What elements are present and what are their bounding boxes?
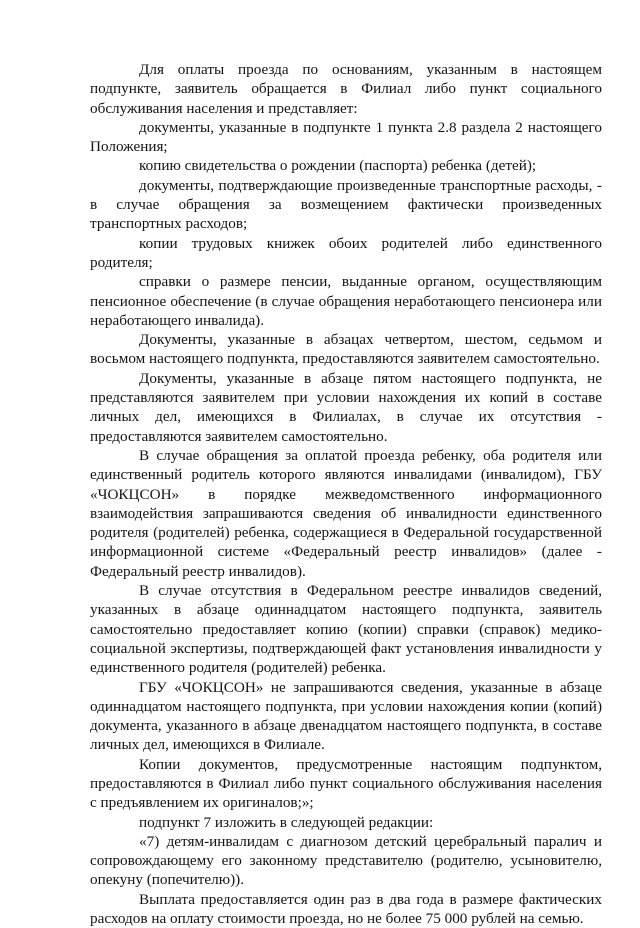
paragraph-15: Выплата предоставляется один раз в два года в размере фактических расходов на оплату стоимости проезда, но не более 75 000 рублей на семью. [90,890,602,928]
paragraph-2: документы, указанные в подпункте 1 пункта 2.8 раздела 2 настоящего Положения; [90,118,602,156]
paragraph-6: справки о размере пенсии, выданные органом, осуществляющим пенсионное обеспечение (в случае обращения неработающего пенсионера или неработающего инвалида). [90,273,602,329]
paragraph-11: ГБУ «ЧОКЦСОН» не запрашиваются сведения, указанные в абзаце одиннадцатом настоящего подпункта, при условии нахождения копии (копий) документа, указанного в абзаце двенадцатом настоящего подпункта, в составе личных дел, имеющихся в Филиале. [90,678,602,754]
paragraph-4: документы, подтверждающие произведенные транспортные расходы, - в случае обращения за возмещением фактически произведенных транспортных расходов; [90,176,602,233]
paragraph-3: копию свидетельства о рождении (паспорта) ребенка (детей); [139,157,537,175]
paragraph-1: Для оплаты проезда по основаниям, указанным в настоящем подпункте, заявитель обращается в Филиал либо пункт социального обслуживания населения и представляет: [90,61,602,117]
paragraph-12: Копии документов, предусмотренные настоящим подпунктом, предоставляются в Филиал либо пункт социального обслуживания населения с предъявлением их оригиналов;»; [90,755,602,812]
document-page [90,60,602,928]
paragraph-5: копии трудовых книжек обоих родителей либо единственного родителя; [90,234,602,271]
paragraph-7: Документы, указанные в абзацах четвертом, шестом, седьмом и восьмом настоящего подпункта, предоставляются заявителем самостоятельно. [90,331,602,368]
paragraph-9: В случае обращения за оплатой проезда ребенку, оба родителя или единственный родитель которого являются инвалидами (инвалидом), ГБУ «ЧОКЦСОН» в порядке межведомственного информационного взаимодействия запрашиваются сведения об инвалидности единственного родителя (родителей) ребенка, содержащиеся в Федеральной государственной информационной системе «Федеральный реестр инвалидов» (далее - Федеральный реестр инвалидов). [90,446,602,580]
paragraph-13: подпункт 7 изложить в следующей редакции: [139,813,434,831]
paragraph-10: В случае отсутствия в Федеральном реестре инвалидов сведений, указанных в абзаце одиннадцатом настоящего подпункта, заявитель самостоятельно предоставляет копию (копии) справки (справок) медико-социальной экспертизы, подтверждающей факт установления инвалидности у единственного родителя (родителей) ребенка. [90,582,602,677]
paragraph-8: Документы, указанные в абзаце пятом настоящего подпункта, не представляются заявителем при условии нахождения их копий в составе личных дел, имеющихся в Филиалах, в случае их отсутствия - предоставляются заявителем самостоятельно. [90,369,602,445]
paragraph-14: «7) детям-инвалидам с диагнозом детский церебральный паралич и сопровождающему его законному представителю (родителю, усыновителю, опекуну (попечителю)). [90,832,602,889]
